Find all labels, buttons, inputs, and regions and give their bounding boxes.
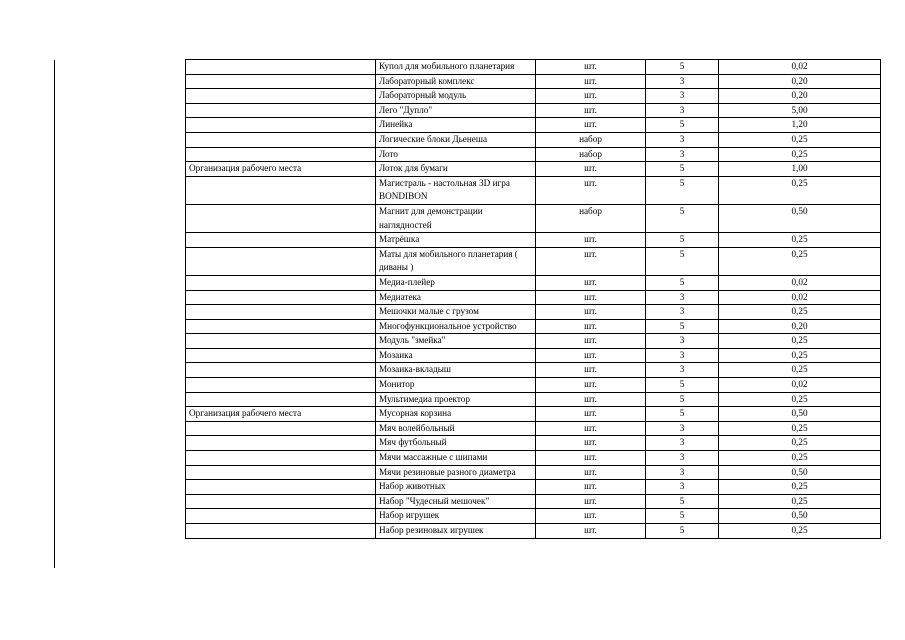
table-row xyxy=(186,524,881,539)
table-row xyxy=(186,89,881,104)
unit-cell: шт. xyxy=(536,378,646,393)
unit-cell: шт. xyxy=(536,290,646,305)
table-row xyxy=(186,132,881,147)
norm-cell: 1,00 xyxy=(719,162,881,177)
item-name-cell: Набор "Чудесный мешочек" xyxy=(376,494,536,509)
norm-cell: 0,25 xyxy=(719,392,881,407)
unit-cell: шт. xyxy=(536,421,646,436)
item-name-cell: Линейка xyxy=(376,118,536,133)
area-cell xyxy=(186,89,376,104)
item-name-cell: Набор игрушек xyxy=(376,509,536,524)
table-row xyxy=(186,74,881,89)
quantity-cell: 3 xyxy=(646,480,719,495)
quantity-cell: 5 xyxy=(646,176,719,204)
area-cell xyxy=(186,465,376,480)
table-row xyxy=(186,60,881,75)
unit-cell: шт. xyxy=(536,348,646,363)
quantity-cell: 5 xyxy=(646,247,719,275)
quantity-cell: 3 xyxy=(646,421,719,436)
area-cell xyxy=(186,147,376,162)
area-cell xyxy=(186,509,376,524)
table-row xyxy=(186,334,881,349)
quantity-cell: 3 xyxy=(646,103,719,118)
table-row xyxy=(186,305,881,320)
table-row xyxy=(186,421,881,436)
norm-cell: 0,20 xyxy=(719,89,881,104)
unit-cell: шт. xyxy=(536,363,646,378)
quantity-cell: 3 xyxy=(646,147,719,162)
area-cell xyxy=(186,103,376,118)
item-name-cell: Лего "Дупло" xyxy=(376,103,536,118)
norm-cell: 0,02 xyxy=(719,60,881,75)
quantity-cell: 3 xyxy=(646,363,719,378)
unit-cell: шт. xyxy=(536,451,646,466)
area-cell xyxy=(186,363,376,378)
norm-cell: 0,50 xyxy=(719,407,881,422)
table-row xyxy=(186,275,881,290)
unit-cell: шт. xyxy=(536,305,646,320)
norm-cell: 0,02 xyxy=(719,275,881,290)
table-row xyxy=(186,363,881,378)
item-name-cell: Мусорная корзина xyxy=(376,407,536,422)
norm-cell: 0,25 xyxy=(719,305,881,320)
item-name-cell: Маты для мобильного планетария ( диваны ) xyxy=(376,247,536,275)
area-cell xyxy=(186,348,376,363)
unit-cell: шт. xyxy=(536,162,646,177)
item-name-cell: Лоток для бумаги xyxy=(376,162,536,177)
quantity-cell: 3 xyxy=(646,89,719,104)
unit-cell: шт. xyxy=(536,480,646,495)
area-cell xyxy=(186,247,376,275)
table-row xyxy=(186,465,881,480)
norm-cell: 1,20 xyxy=(719,118,881,133)
table-row xyxy=(186,176,881,204)
unit-cell: шт. xyxy=(536,60,646,75)
unit-cell: шт. xyxy=(536,509,646,524)
table-row xyxy=(186,348,881,363)
table-row xyxy=(186,378,881,393)
norm-cell: 0,20 xyxy=(719,319,881,334)
quantity-cell: 3 xyxy=(646,74,719,89)
unit-cell: шт. xyxy=(536,247,646,275)
unit-cell: шт. xyxy=(536,118,646,133)
unit-cell: набор xyxy=(536,204,646,232)
unit-cell: шт. xyxy=(536,436,646,451)
item-name-cell: Мячи резиновые разного диаметра xyxy=(376,465,536,480)
item-name-cell: Логические блоки Дьенеша xyxy=(376,132,536,147)
unit-cell: шт. xyxy=(536,275,646,290)
page-margin-line xyxy=(54,60,55,568)
table-row xyxy=(186,436,881,451)
norm-cell: 0,50 xyxy=(719,465,881,480)
item-name-cell: Мозаика xyxy=(376,348,536,363)
item-name-cell: Мозаика-вкладыш xyxy=(376,363,536,378)
norm-cell: 0,25 xyxy=(719,451,881,466)
unit-cell: шт. xyxy=(536,319,646,334)
inventory-table xyxy=(185,59,881,539)
area-cell: Организация рабочего места xyxy=(186,407,376,422)
area-cell xyxy=(186,480,376,495)
quantity-cell: 3 xyxy=(646,334,719,349)
item-name-cell: Медиа-плейер xyxy=(376,275,536,290)
quantity-cell: 5 xyxy=(646,494,719,509)
area-cell xyxy=(186,305,376,320)
table-row xyxy=(186,204,881,232)
item-name-cell: Мяч волейбольный xyxy=(376,421,536,436)
item-name-cell: Мяч футбольный xyxy=(376,436,536,451)
table-row xyxy=(186,103,881,118)
quantity-cell: 3 xyxy=(646,290,719,305)
area-cell xyxy=(186,74,376,89)
table-row xyxy=(186,147,881,162)
table-row xyxy=(186,407,881,422)
unit-cell: шт. xyxy=(536,494,646,509)
item-name-cell: Магнит для демонстрации наглядностей xyxy=(376,204,536,232)
quantity-cell: 3 xyxy=(646,436,719,451)
unit-cell: шт. xyxy=(536,392,646,407)
table-row xyxy=(186,233,881,248)
area-cell xyxy=(186,132,376,147)
quantity-cell: 5 xyxy=(646,204,719,232)
norm-cell: 0,25 xyxy=(719,494,881,509)
item-name-cell: Лабораторный комплекс xyxy=(376,74,536,89)
unit-cell: шт. xyxy=(536,89,646,104)
table-row xyxy=(186,247,881,275)
area-cell xyxy=(186,378,376,393)
item-name-cell: Модуль "змейка" xyxy=(376,334,536,349)
table-row xyxy=(186,118,881,133)
quantity-cell: 3 xyxy=(646,451,719,466)
norm-cell: 0,25 xyxy=(719,524,881,539)
item-name-cell: Мячи массажные с шипами xyxy=(376,451,536,466)
item-name-cell: Набор резиновых игрушек xyxy=(376,524,536,539)
norm-cell: 0,02 xyxy=(719,378,881,393)
unit-cell: шт. xyxy=(536,407,646,422)
table-row xyxy=(186,480,881,495)
quantity-cell: 3 xyxy=(646,348,719,363)
area-cell xyxy=(186,176,376,204)
table-row xyxy=(186,319,881,334)
norm-cell: 0,50 xyxy=(719,204,881,232)
table-row xyxy=(186,162,881,177)
table-row xyxy=(186,494,881,509)
area-cell xyxy=(186,233,376,248)
item-name-cell: Мультимедиа проектор xyxy=(376,392,536,407)
quantity-cell: 3 xyxy=(646,132,719,147)
item-name-cell: Медиатека xyxy=(376,290,536,305)
quantity-cell: 5 xyxy=(646,509,719,524)
area-cell xyxy=(186,204,376,232)
quantity-cell: 5 xyxy=(646,118,719,133)
norm-cell: 0,25 xyxy=(719,436,881,451)
table-row xyxy=(186,451,881,466)
norm-cell: 0,25 xyxy=(719,480,881,495)
norm-cell: 0,25 xyxy=(719,176,881,204)
area-cell: Организация рабочего места xyxy=(186,162,376,177)
area-cell xyxy=(186,118,376,133)
norm-cell: 0,25 xyxy=(719,233,881,248)
norm-cell: 0,25 xyxy=(719,247,881,275)
norm-cell: 0,25 xyxy=(719,363,881,378)
area-cell xyxy=(186,275,376,290)
area-cell xyxy=(186,436,376,451)
item-name-cell: Мешочки малые с грузом xyxy=(376,305,536,320)
norm-cell: 0,25 xyxy=(719,421,881,436)
unit-cell: шт. xyxy=(536,233,646,248)
quantity-cell: 5 xyxy=(646,378,719,393)
area-cell xyxy=(186,451,376,466)
item-name-cell: Набор животных xyxy=(376,480,536,495)
area-cell xyxy=(186,392,376,407)
area-cell xyxy=(186,290,376,305)
norm-cell: 0,02 xyxy=(719,290,881,305)
norm-cell: 5,00 xyxy=(719,103,881,118)
norm-cell: 0,25 xyxy=(719,147,881,162)
table-row xyxy=(186,509,881,524)
norm-cell: 0,25 xyxy=(719,132,881,147)
table-row xyxy=(186,290,881,305)
quantity-cell: 5 xyxy=(646,392,719,407)
unit-cell: шт. xyxy=(536,74,646,89)
quantity-cell: 5 xyxy=(646,319,719,334)
area-cell xyxy=(186,494,376,509)
unit-cell: набор xyxy=(536,147,646,162)
table-body xyxy=(186,60,881,539)
quantity-cell: 5 xyxy=(646,275,719,290)
item-name-cell: Многофункциональное устройство xyxy=(376,319,536,334)
area-cell xyxy=(186,319,376,334)
item-name-cell: Магистраль - настольная 3D игра BONDIBON xyxy=(376,176,536,204)
unit-cell: шт. xyxy=(536,334,646,349)
area-cell xyxy=(186,421,376,436)
quantity-cell: 5 xyxy=(646,524,719,539)
norm-cell: 0,20 xyxy=(719,74,881,89)
table-row xyxy=(186,392,881,407)
unit-cell: шт. xyxy=(536,524,646,539)
area-cell xyxy=(186,60,376,75)
quantity-cell: 5 xyxy=(646,60,719,75)
quantity-cell: 5 xyxy=(646,233,719,248)
item-name-cell: Лабораторный модуль xyxy=(376,89,536,104)
item-name-cell: Монитор xyxy=(376,378,536,393)
item-name-cell: Лото xyxy=(376,147,536,162)
norm-cell: 0,25 xyxy=(719,334,881,349)
item-name-cell: Купол для мобильного планетария xyxy=(376,60,536,75)
unit-cell: набор xyxy=(536,132,646,147)
item-name-cell: Матрёшка xyxy=(376,233,536,248)
unit-cell: шт. xyxy=(536,103,646,118)
unit-cell: шт. xyxy=(536,176,646,204)
norm-cell: 0,50 xyxy=(719,509,881,524)
quantity-cell: 3 xyxy=(646,465,719,480)
quantity-cell: 3 xyxy=(646,305,719,320)
quantity-cell: 5 xyxy=(646,162,719,177)
unit-cell: шт. xyxy=(536,465,646,480)
area-cell xyxy=(186,334,376,349)
quantity-cell: 5 xyxy=(646,407,719,422)
area-cell xyxy=(186,524,376,539)
norm-cell: 0,25 xyxy=(719,348,881,363)
